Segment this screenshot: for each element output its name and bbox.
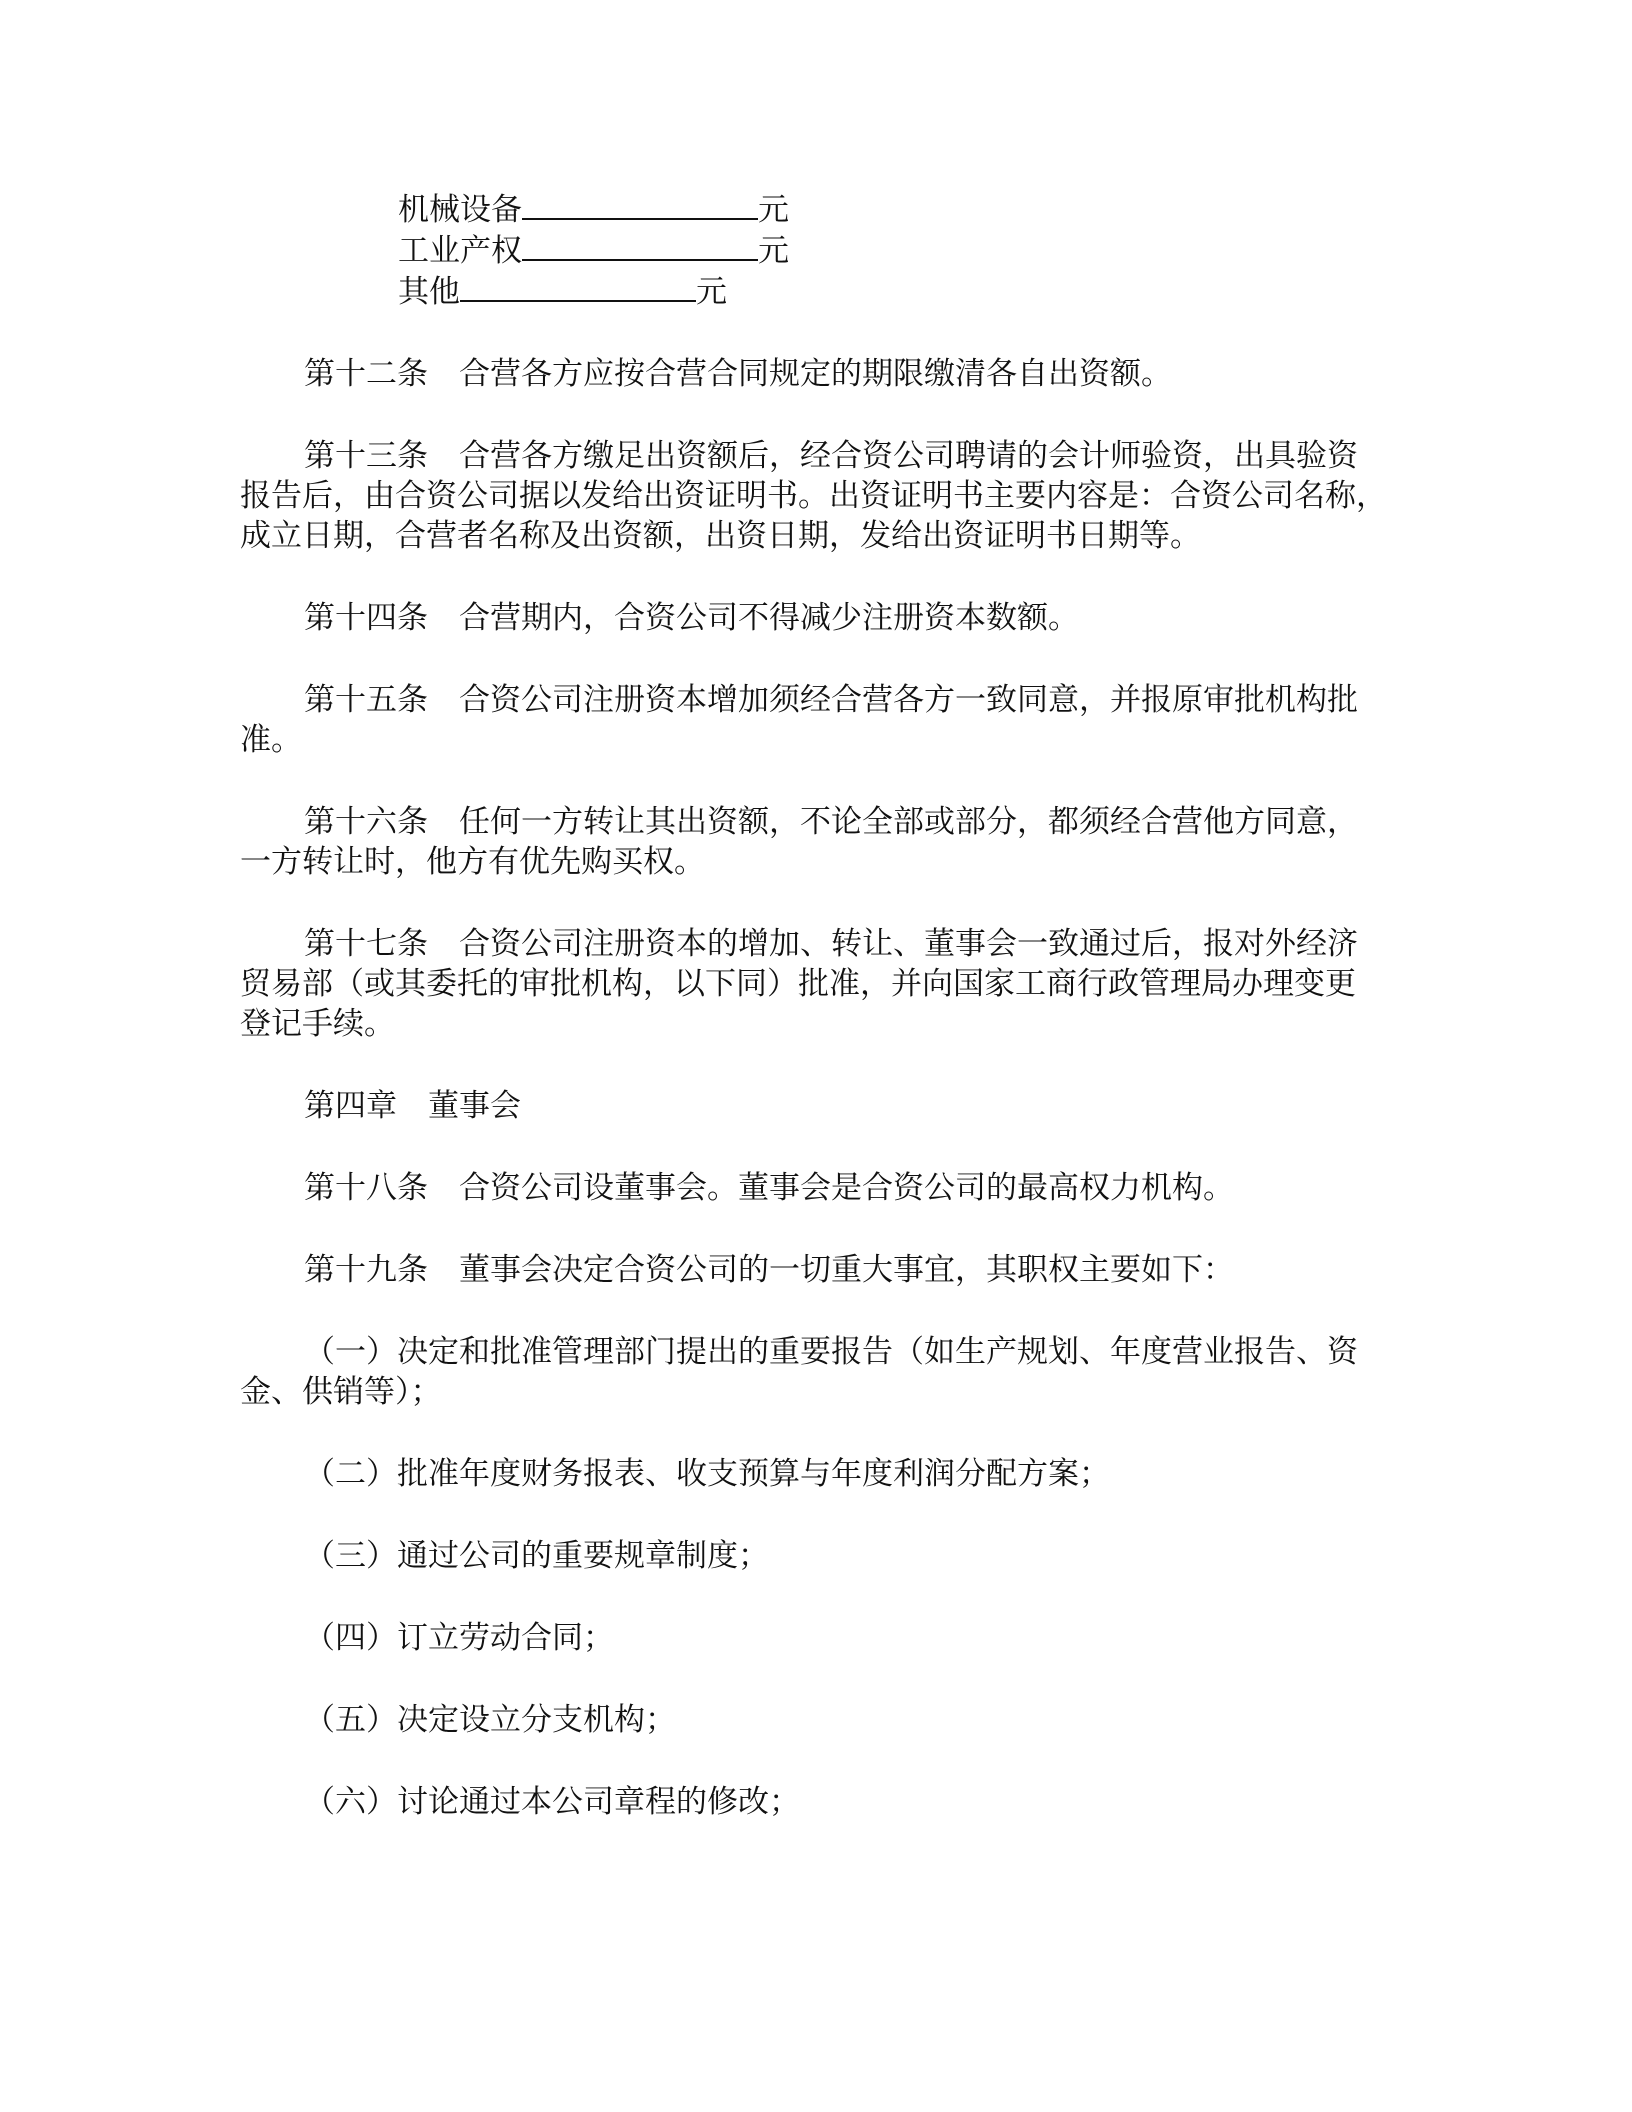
article-16 [240, 802, 1380, 882]
article-18 [240, 1168, 1380, 1208]
paragraph-line: 第十八条 合资公司设董事会。董事会是合资公司的最高权力机构。 [304, 1170, 1234, 1206]
paragraph-line: 一方转让时，他方有优先购买权。 [240, 844, 705, 880]
paragraph-line: 报告后，由合资公司据以发给出资证明书。出资证明书主要内容是：合资公司名称， [240, 478, 1387, 514]
list-item-4 [240, 1618, 1380, 1658]
paragraph-line: 贸易部（或其委托的审批机构，以下同）批准，并向国家工商行政管理局办理变更 [240, 966, 1356, 1002]
fill-blank [522, 231, 758, 261]
paragraph-line: 第十四条 合营期内，合资公司不得减少注册资本数额。 [304, 600, 1079, 636]
fill-line-industrial-property [398, 231, 789, 271]
article-17 [240, 924, 1380, 1044]
list-item-5 [240, 1700, 1380, 1740]
fill-line-other [398, 272, 727, 312]
fill-line-unit: 元 [696, 274, 727, 310]
paragraph-line: 第十七条 合资公司注册资本的增加、转让、董事会一致通过后，报对外经济 [304, 926, 1358, 962]
paragraph-line: （二）批准年度财务报表、收支预算与年度利润分配方案； [304, 1456, 1110, 1492]
article-12 [240, 354, 1380, 394]
paragraph-line: 金、供销等）； [240, 1374, 442, 1410]
article-19 [240, 1250, 1380, 1290]
paragraph-line: （六）讨论通过本公司章程的修改； [304, 1784, 800, 1820]
fill-line-unit: 元 [758, 233, 789, 269]
paragraph-line: （四）订立劳动合同； [304, 1620, 614, 1656]
paragraph-line: 成立日期，合营者名称及出资额，出资日期，发给出资证明书日期等。 [240, 518, 1201, 554]
paragraph-line: 登记手续。 [240, 1006, 395, 1042]
fill-line-label: 机械设备 [398, 192, 522, 228]
fill-line-label: 其他 [398, 274, 460, 310]
list-item-3 [240, 1536, 1380, 1576]
paragraph-line: 第十五条 合资公司注册资本增加须经合营各方一致同意，并报原审批机构批 [304, 682, 1358, 718]
list-item-1 [240, 1332, 1380, 1412]
list-item-2 [240, 1454, 1380, 1494]
fill-line-machinery [398, 190, 789, 230]
article-15 [240, 680, 1380, 760]
article-14 [240, 598, 1380, 638]
fill-line-label: 工业产权 [398, 233, 522, 269]
article-13 [240, 436, 1387, 556]
paragraph-line: 第十二条 合营各方应按合营合同规定的期限缴清各自出资额。 [304, 356, 1172, 392]
chapter-title: 第四章 董事会 [304, 1088, 521, 1124]
chapter-4-heading [240, 1086, 1380, 1126]
paragraph-line: （一）决定和批准管理部门提出的重要报告（如生产规划、年度营业报告、资 [304, 1334, 1358, 1370]
paragraph-line: 准。 [240, 722, 302, 758]
list-item-6 [240, 1782, 1380, 1822]
paragraph-line: （三）通过公司的重要规章制度； [304, 1538, 769, 1574]
paragraph-line: 第十六条 任何一方转让其出资额，不论全部或部分，都须经合营他方同意， [304, 804, 1358, 840]
paragraph-line: （五）决定设立分支机构； [304, 1702, 676, 1738]
fill-line-unit: 元 [758, 192, 789, 228]
paragraph-line: 第十三条 合营各方缴足出资额后，经合资公司聘请的会计师验资，出具验资 [304, 438, 1358, 474]
paragraph-line: 第十九条 董事会决定合资公司的一切重大事宜，其职权主要如下： [304, 1252, 1234, 1288]
fill-blank [460, 272, 696, 302]
fill-blank [522, 190, 758, 220]
